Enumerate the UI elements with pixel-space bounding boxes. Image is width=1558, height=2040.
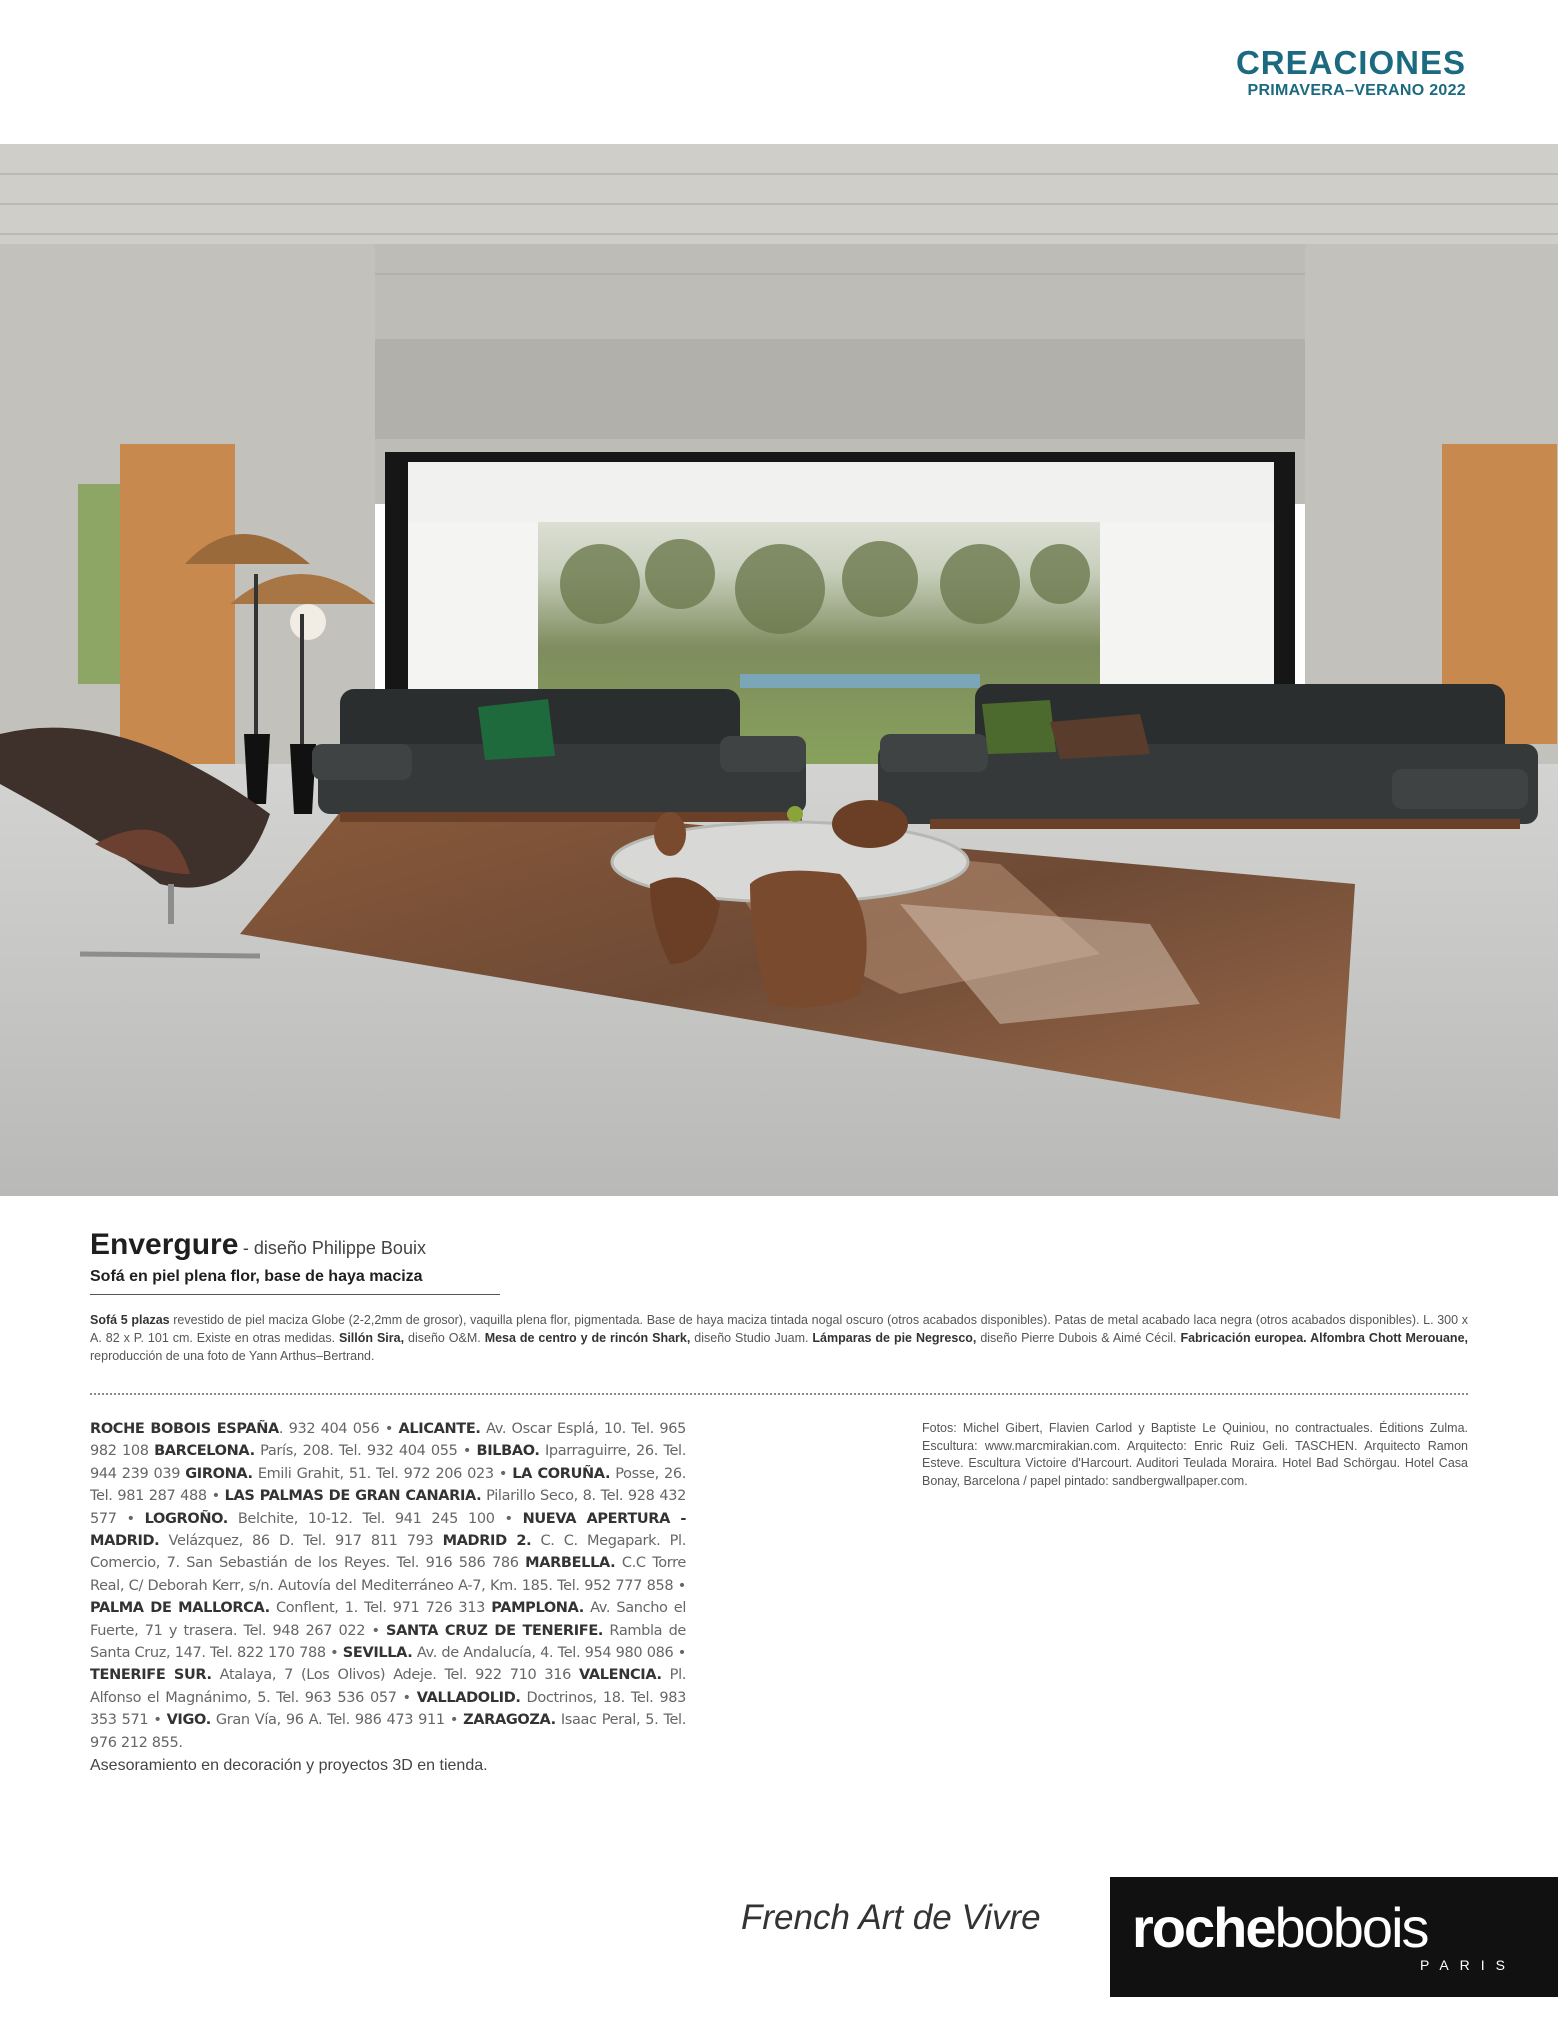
store-text: C. C. Megapark. Pl. Comercio, 7. San Sebastián de los Reyes. Tel. 916 586 786 bbox=[90, 1533, 686, 1572]
brand-tagline: French Art de Vivre bbox=[741, 1898, 1041, 1937]
roche-bobois-logo bbox=[1110, 1877, 1558, 1997]
product-name: Envergure bbox=[90, 1228, 239, 1261]
desc-bold: Sillón Sira, bbox=[339, 1331, 405, 1345]
store-text: Gran Vía, 96 A. Tel. 986 473 911 • bbox=[210, 1712, 464, 1729]
store-text: C.C Torre Real, C/ Deborah Kerr, s/n. Autovía del Mediterráneo A-7, Km. 185. Tel. 952 777 858 • bbox=[90, 1555, 686, 1594]
store-bold: LA CORUÑA. bbox=[512, 1465, 611, 1482]
logo-part-bobois: bobois bbox=[1274, 1896, 1428, 1959]
store-text: Belchite, 10-12. Tel. 941 245 100 • bbox=[227, 1510, 523, 1527]
hero-photo bbox=[0, 144, 1558, 1196]
store-bold: SANTA CRUZ DE TENERIFE. bbox=[386, 1622, 604, 1639]
product-title-block bbox=[90, 1228, 500, 1295]
catalog-title: CREACIONES bbox=[1235, 44, 1466, 81]
store-text: Atalaya, 7 (Los Olivos) Adeje. Tel. 922 710 316 bbox=[211, 1667, 580, 1684]
store-bold: MARBELLA. bbox=[525, 1555, 616, 1572]
dotted-divider bbox=[90, 1393, 1468, 1395]
store-text: Pilarillo Seco, 8. Tel. 928 432 577 • bbox=[90, 1488, 686, 1527]
store-text: Iparraguirre, 26. Tel. 944 239 039 bbox=[90, 1443, 686, 1482]
product-designer: - diseño Philippe Bouix bbox=[242, 1238, 426, 1258]
right-sofa bbox=[878, 684, 1538, 829]
product-description bbox=[90, 1311, 1468, 1365]
store-bold: ZARAGOZA. bbox=[463, 1712, 556, 1729]
store-text: . 932 404 056 • bbox=[278, 1421, 399, 1437]
living-room-illustration bbox=[0, 144, 1558, 1196]
logo-part-roche: roche bbox=[1132, 1896, 1275, 1959]
store-bold: BILBAO. bbox=[476, 1443, 540, 1460]
store-text: Emili Grahit, 51. Tel. 972 206 023 • bbox=[252, 1465, 513, 1482]
desc-bold: Mesa de centro y de rincón Shark, bbox=[484, 1331, 691, 1345]
store-bold: PALMA DE MALLORCA. bbox=[90, 1600, 270, 1617]
store-addresses bbox=[90, 1418, 686, 1754]
store-bold: LAS PALMAS DE GRAN CANARIA. bbox=[224, 1488, 482, 1505]
store-bold: PAMPLONA. bbox=[491, 1600, 584, 1617]
store-text: Doctrinos, 18. Tel. 983 353 571 • bbox=[90, 1689, 686, 1729]
store-bold: VIGO. bbox=[166, 1712, 211, 1729]
desc-text: diseño O&M. bbox=[404, 1331, 485, 1345]
desc-bold: Sofá 5 plazas bbox=[90, 1313, 170, 1327]
photo-credits: Fotos: Michel Gibert, Flavien Carlod y Baptiste Le Quiniou, no contractuales. Éditions Zulma. Escultura: www.marcmirakian.com. Arquitecto: Enric Ruiz Geli. TASCHEN. Arquitecto Ramon Esteve. Escultura Victoire d'Harcourt. Auditori Teulada Moraira. Hotel Bad Schörgau. Hotel Casa Bonay, Barcelona / papel pintado: sandbergwallpaper.com. bbox=[922, 1421, 1468, 1488]
desc-bold: Lámparas de pie Negresco, bbox=[812, 1331, 977, 1345]
desc-text: revestido de piel maciza Globe (2-2,2mm de grosor), vaquilla plena flor, pigmentada. Base de haya maciza tintada nogal oscuro (otros acabados disponibles). Patas de metal acabado laca negra (otros acabados disponibles). L. 300 x A. 82 x P. 101 cm. Existe en otras medidas. bbox=[90, 1313, 1468, 1345]
store-text: Velázquez, 86 D. Tel. 917 811 793 bbox=[159, 1533, 443, 1550]
store-text: Av. Oscar Esplá, 10. Tel. 965 982 108 bbox=[90, 1421, 686, 1460]
store-bold: LOGROÑO. bbox=[144, 1510, 228, 1527]
left-sofa bbox=[312, 689, 806, 822]
store-bold: GIRONA. bbox=[185, 1465, 253, 1482]
desc-bold: Fabricación europea. Alfombra Chott Merouane, bbox=[1180, 1331, 1468, 1345]
store-text: Isaac Peral, 5. Tel. 976 212 855. bbox=[90, 1712, 686, 1751]
store-text: Pl. Alfonso el Magnánimo, 5. Tel. 963 536 057 • bbox=[90, 1667, 687, 1706]
store-bold: NUEVA APERTURA - MADRID. bbox=[90, 1510, 686, 1550]
product-subtitle: Sofá en piel plena flor, base de haya maciza bbox=[90, 1268, 500, 1295]
desc-text: diseño Pierre Dubois & Aimé Cécil. bbox=[976, 1331, 1181, 1345]
store-bold: BARCELONA. bbox=[154, 1443, 255, 1460]
store-text: Conflent, 1. Tel. 971 726 313 bbox=[269, 1600, 492, 1617]
store-text: París, 208. Tel. 932 404 055 • bbox=[254, 1443, 477, 1460]
store-text: Av. Sancho el Fuerte, 71 y trasera. Tel. 948 267 022 • bbox=[90, 1600, 686, 1639]
store-bold: ROCHE BOBOIS ESPAÑA bbox=[90, 1421, 279, 1437]
store-bold: TENERIFE SUR. bbox=[90, 1667, 212, 1684]
store-text: Posse, 26. Tel. 981 287 488 • bbox=[90, 1465, 686, 1505]
advice-note: Asesoramiento en decoración y proyectos 3D en tienda. bbox=[90, 1757, 488, 1774]
store-bold: ALICANTE. bbox=[398, 1421, 481, 1437]
store-text: Av. de Andalucía, 4. Tel. 954 980 086 • bbox=[412, 1645, 686, 1662]
store-bold: VALLADOLID. bbox=[416, 1689, 521, 1706]
store-bold: VALENCIA. bbox=[579, 1667, 662, 1684]
desc-text: diseño Studio Juam. bbox=[690, 1331, 813, 1345]
desc-text: reproducción de una foto de Yann Arthus–Bertrand. bbox=[90, 1349, 375, 1363]
header-brand bbox=[1236, 44, 1466, 100]
logo-city: PARIS bbox=[1420, 1957, 1516, 1973]
store-bold: MADRID 2. bbox=[442, 1533, 532, 1550]
catalog-season: PRIMAVERA–VERANO 2022 bbox=[1247, 82, 1466, 99]
store-text: Rambla de Santa Cruz, 147. Tel. 822 170 788 • bbox=[90, 1622, 686, 1662]
store-bold: SEVILLA. bbox=[342, 1645, 413, 1662]
